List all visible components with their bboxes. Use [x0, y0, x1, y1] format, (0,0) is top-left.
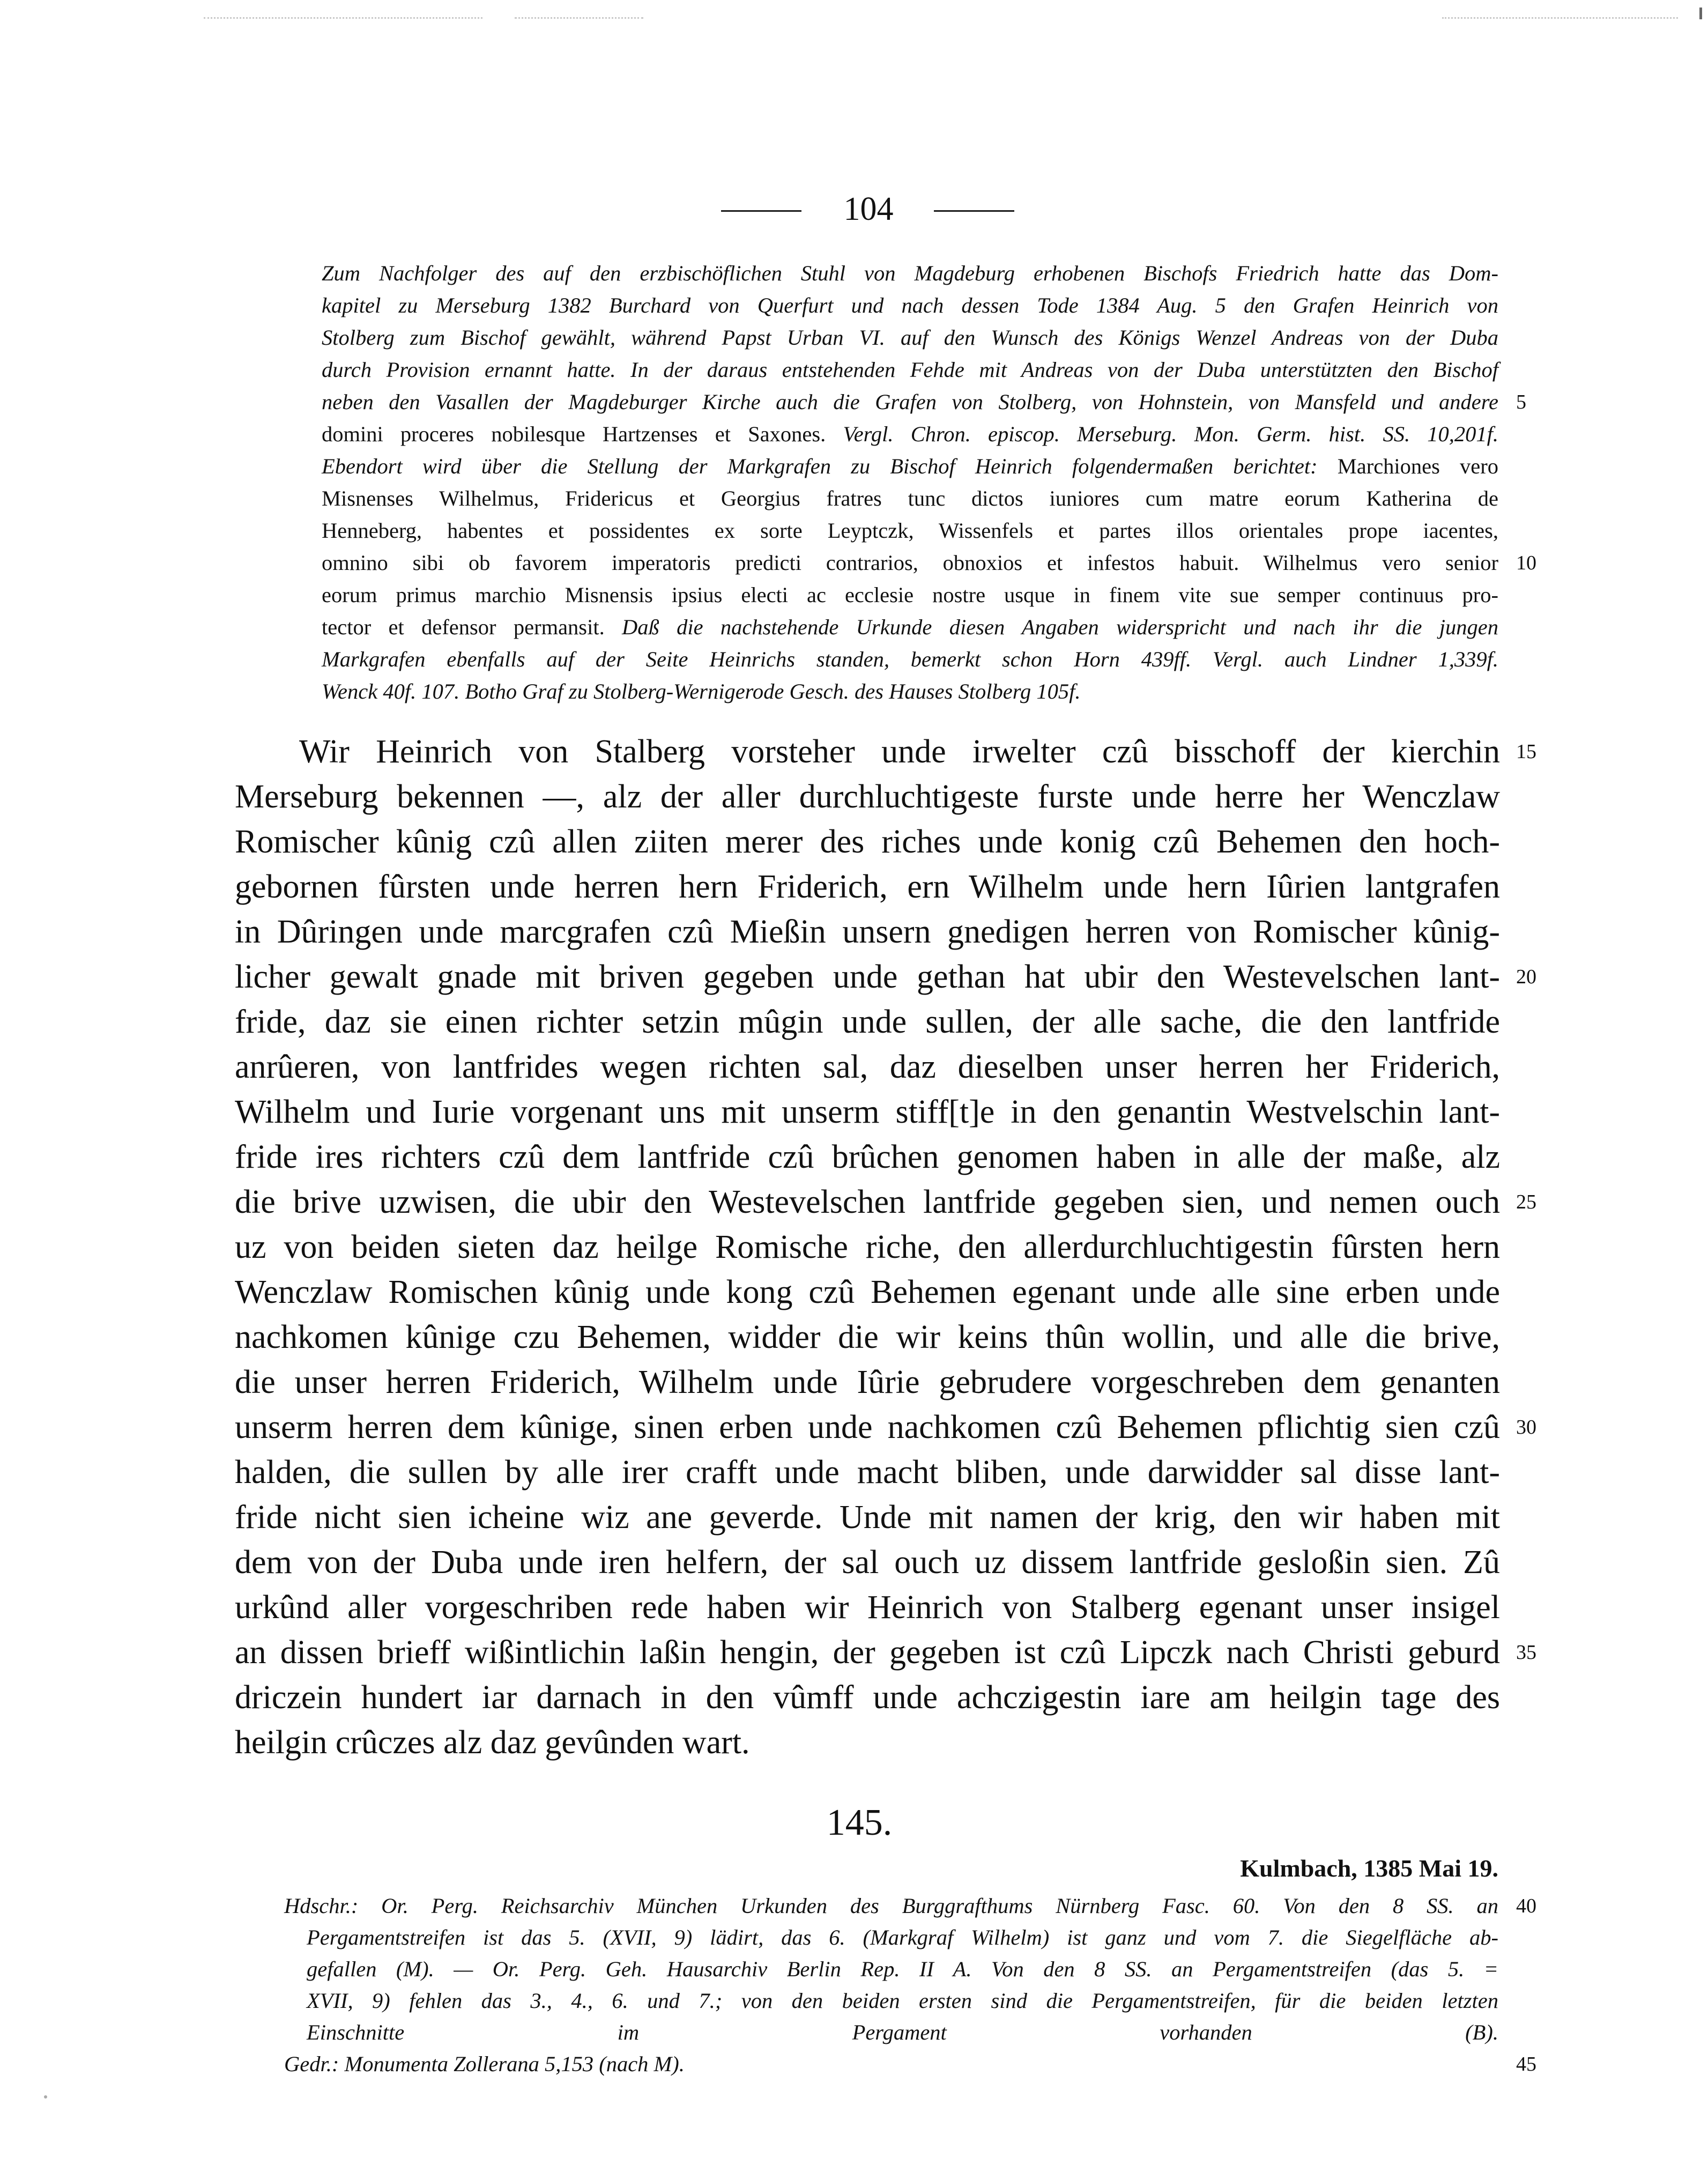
- top-scan-rule-middle: [515, 17, 643, 19]
- intro-note-line: [322, 579, 1498, 611]
- latin-quote: domini proceres nobilesque Hartzenses et Saxones.: [322, 422, 826, 446]
- intro-note-line: [322, 450, 1498, 483]
- latin-quote: Misnenses Wilhelmus, Fridericus et Georgius fratres tunc dictos iuniores cum matre eorum Katherina de: [322, 486, 1498, 510]
- charter-line: Merseburg bekennen —, alz der aller durchluchtigeste furste unde herre her Wenczlaw: [235, 778, 1500, 815]
- note-text: Stolberg zum Bischof gewählt, während Papst Urban VI. auf den Wunsch des Königs Wenzel Andreas von der Duba: [322, 325, 1498, 350]
- source-note-line: [307, 2016, 1498, 2049]
- intro-note-line: [322, 611, 1498, 643]
- note-text: Vergl. Chron. episcop. Merseburg. Mon. Germ. hist. SS. 10,201f.: [826, 422, 1498, 446]
- intro-note-line: [322, 676, 1498, 708]
- source-note-line: [307, 1953, 1498, 1985]
- top-scan-rule-right: [1442, 17, 1678, 19]
- intro-note-line: [322, 322, 1498, 354]
- charter-line: urkûnd aller vorgeschriben rede haben wir Heinrich von Stalberg egenant unser insigel: [235, 1589, 1500, 1626]
- charter-line: heilgin crûczes alz daz gevûnden wart.: [235, 1724, 750, 1761]
- note-text: Wenck 40f. 107. Botho Graf zu Stolberg-Wernigerode Gesch. des Hauses Stolberg 105f.: [322, 679, 1081, 703]
- charter-line: uz von beiden sieten daz heilge Romische riche, den allerdurchluchtigestin fûrsten hern: [235, 1229, 1500, 1265]
- charter-line: fride ires richters czû dem lantfride czû brûchen genomen haben in alle der maße, alz: [235, 1139, 1500, 1175]
- note-text: Markgrafen ebenfalls auf der Seite Heinrichs standen, bemerkt schon Horn 439ff. Vergl. auch Lindner 1,339f.: [322, 647, 1498, 671]
- note-text: gefallen (M). — Or. Perg. Geh. Hausarchiv Berlin Rep. II A. Von den 8 SS. an Pergamentstreifen (das 5. =: [307, 1957, 1498, 1981]
- line-number: 35: [1516, 1641, 1536, 1664]
- source-note-line: [307, 1922, 1498, 1954]
- latin-quote: eorum primus marchio Misnensis ipsius electi ac ecclesie nostre usque in finem vite sue semper continuus pro-: [322, 583, 1498, 607]
- page-number: 104: [843, 191, 894, 227]
- charter-line: fride, daz sie einen richter setzin mûgin unde sullen, der alle sache, die den lantfride: [235, 1004, 1500, 1040]
- line-number: 30: [1516, 1416, 1536, 1438]
- note-text: Pergamentstreifen ist das 5. (XVII, 9) lädirt, das 6. (Markgraf Wilhelm) ist ganz und vom 7. die Siegelfläche ab-: [307, 1925, 1498, 1949]
- note-text: Einschnitte im Pergament vorhanden (B).: [307, 2020, 1498, 2044]
- corner-scan-mark: [1699, 8, 1702, 19]
- line-number: 15: [1516, 740, 1536, 763]
- intro-note-line: [322, 418, 1498, 450]
- charter-line: driczein hundert iar darnach in den vûmff unde achczigestin iare am heilgin tage des: [235, 1679, 1500, 1716]
- intro-note-line: [322, 547, 1498, 579]
- note-text: XVII, 9) fehlen das 3., 4., 6. und 7.; von den beiden ersten sind die Pergamentstreifen, für die beiden letzten: [307, 1989, 1498, 2013]
- charter-line: gebornen fûrsten unde herren hern Friderich, ern Wilhelm unde hern Iûrien lantgrafen: [235, 869, 1500, 905]
- latin-quote: Henneberg, habentes et possidentes ex sorte Leyptczk, Wissenfels et partes illos orientales prope iacentes,: [322, 518, 1498, 543]
- charter-line: Wenczlaw Romischen kûnig unde kong czû Behemen egenant unde alle sine erben unde: [235, 1274, 1500, 1310]
- top-scan-rule-left: [204, 17, 482, 19]
- charter-line: fride nicht sien icheine wiz ane geverde. Unde mit namen der krig, den wir haben mit: [235, 1499, 1500, 1536]
- charter-line: unserm herren dem kûnige, sinen erben unde nachkomen czû Behemen pflichtig sien czû: [235, 1409, 1500, 1445]
- latin-quote: omnino sibi ob favorem imperatoris predicti contrarios, obnoxios et infestos habuit. Wilhelmus vero senior: [322, 551, 1498, 575]
- charter-line: Romischer kûnig czû allen ziiten merer des riches unde konig czû Behemen den hoch-: [235, 824, 1500, 860]
- note-text: durch Provision ernannt hatte. In der daraus entstehenden Fehde mit Andreas von der Duba unterstützten den Bischof: [322, 358, 1498, 382]
- intro-note-line: [322, 354, 1498, 386]
- line-number: 10: [1516, 552, 1536, 574]
- charter-line: nachkomen kûnige czu Behemen, widder die wir keins thûn wollin, und alle die brive,: [235, 1319, 1500, 1355]
- charter-line: licher gewalt gnade mit briven gegeben unde gethan hat ubir den Westevelschen lant-: [235, 959, 1500, 995]
- charter-line: die brive uzwisen, die ubir den Westevelschen lantfride gegeben sien, und nemen ouch: [235, 1184, 1500, 1220]
- note-text: Daß die nachstehende Urkunde diesen Angaben widerspricht und nach ihr die jungen: [604, 615, 1498, 639]
- document-number: 145.: [826, 1802, 893, 1843]
- charter-line: an dissen brieff wißintlichin laßin hengin, der gegeben ist czû Lipczk nach Christi geburd: [235, 1634, 1500, 1671]
- intro-note-line: [322, 290, 1498, 322]
- charter-line: die unser herren Friderich, Wilhelm unde Iûrie gebrudere vorgeschreben dem genanten: [235, 1364, 1500, 1400]
- charter-line: Wilhelm und Iurie vorgenant uns mit unserm stiff[t]e in den genantin Westvelschin lant-: [235, 1094, 1500, 1130]
- intro-note-line: [322, 386, 1498, 418]
- latin-quote: tector et defensor permansit.: [322, 615, 605, 639]
- source-note-line: [284, 2048, 1498, 2080]
- line-number: 20: [1516, 966, 1536, 988]
- line-number: 40: [1516, 1895, 1536, 1917]
- line-number: 45: [1516, 2053, 1536, 2075]
- intro-note-line: [322, 483, 1498, 515]
- note-text: Hdschr.: Or. Perg. Reichsarchiv München Urkunden des Burggrafthums Nürnberg Fasc. 60. Von den 8 SS. an: [284, 1894, 1498, 1918]
- charter-line: anrûeren, von lantfrides wegen richten sal, daz dieselben unser herren her Friderich,: [235, 1049, 1500, 1085]
- header-dash-right: [934, 210, 1014, 212]
- note-text: neben den Vasallen der Magdeburger Kirche auch die Grafen von Stolberg, von Hohnstein, von Mansfeld und andere: [322, 390, 1498, 414]
- page-header: [0, 188, 1708, 231]
- intro-note-line: [322, 515, 1498, 547]
- charter-line: Wir Heinrich von Stalberg vorsteher unde irwelter czû bisschoff der kierchin: [299, 733, 1500, 770]
- note-text: Gedr.: Monumenta Zollerana 5,153 (nach M).: [284, 2052, 685, 2076]
- line-number: 25: [1516, 1191, 1536, 1213]
- latin-quote: Marchiones vero: [1337, 454, 1498, 478]
- charter-line: dem von der Duba unde iren helfern, der sal ouch uz dissem lantfride gesloßin sien. Zû: [235, 1544, 1500, 1581]
- note-text: Ebendort wird über die Stellung der Markgrafen zu Bischof Heinrich folgendermaßen berichtet:: [322, 454, 1338, 478]
- scan-speck: [44, 2095, 47, 2099]
- note-text: Zum Nachfolger des auf den erzbischöflichen Stuhl von Magdeburg erhobenen Bischofs Friedrich hatte das Dom-: [322, 261, 1498, 285]
- source-note-line: [307, 1985, 1498, 2017]
- line-number: 5: [1516, 391, 1526, 413]
- source-note-line: [284, 1890, 1498, 1922]
- note-text: kapitel zu Merseburg 1382 Burchard von Querfurt und nach dessen Tode 1384 Aug. 5 den Grafen Heinrich von: [322, 293, 1498, 317]
- charter-line: halden, die sullen by alle irer crafft unde macht bliben, unde darwidder sal disse lant-: [235, 1454, 1500, 1491]
- intro-note-line: [322, 643, 1498, 676]
- charter-line: in Dûringen unde marcgrafen czû Mießin unsern gnedigen herren von Romischer kûnig-: [235, 914, 1500, 950]
- intro-note-line: [322, 257, 1498, 290]
- place-date: Kulmbach, 1385 Mai 19.: [1240, 1855, 1498, 1882]
- header-dash-left: [721, 210, 801, 212]
